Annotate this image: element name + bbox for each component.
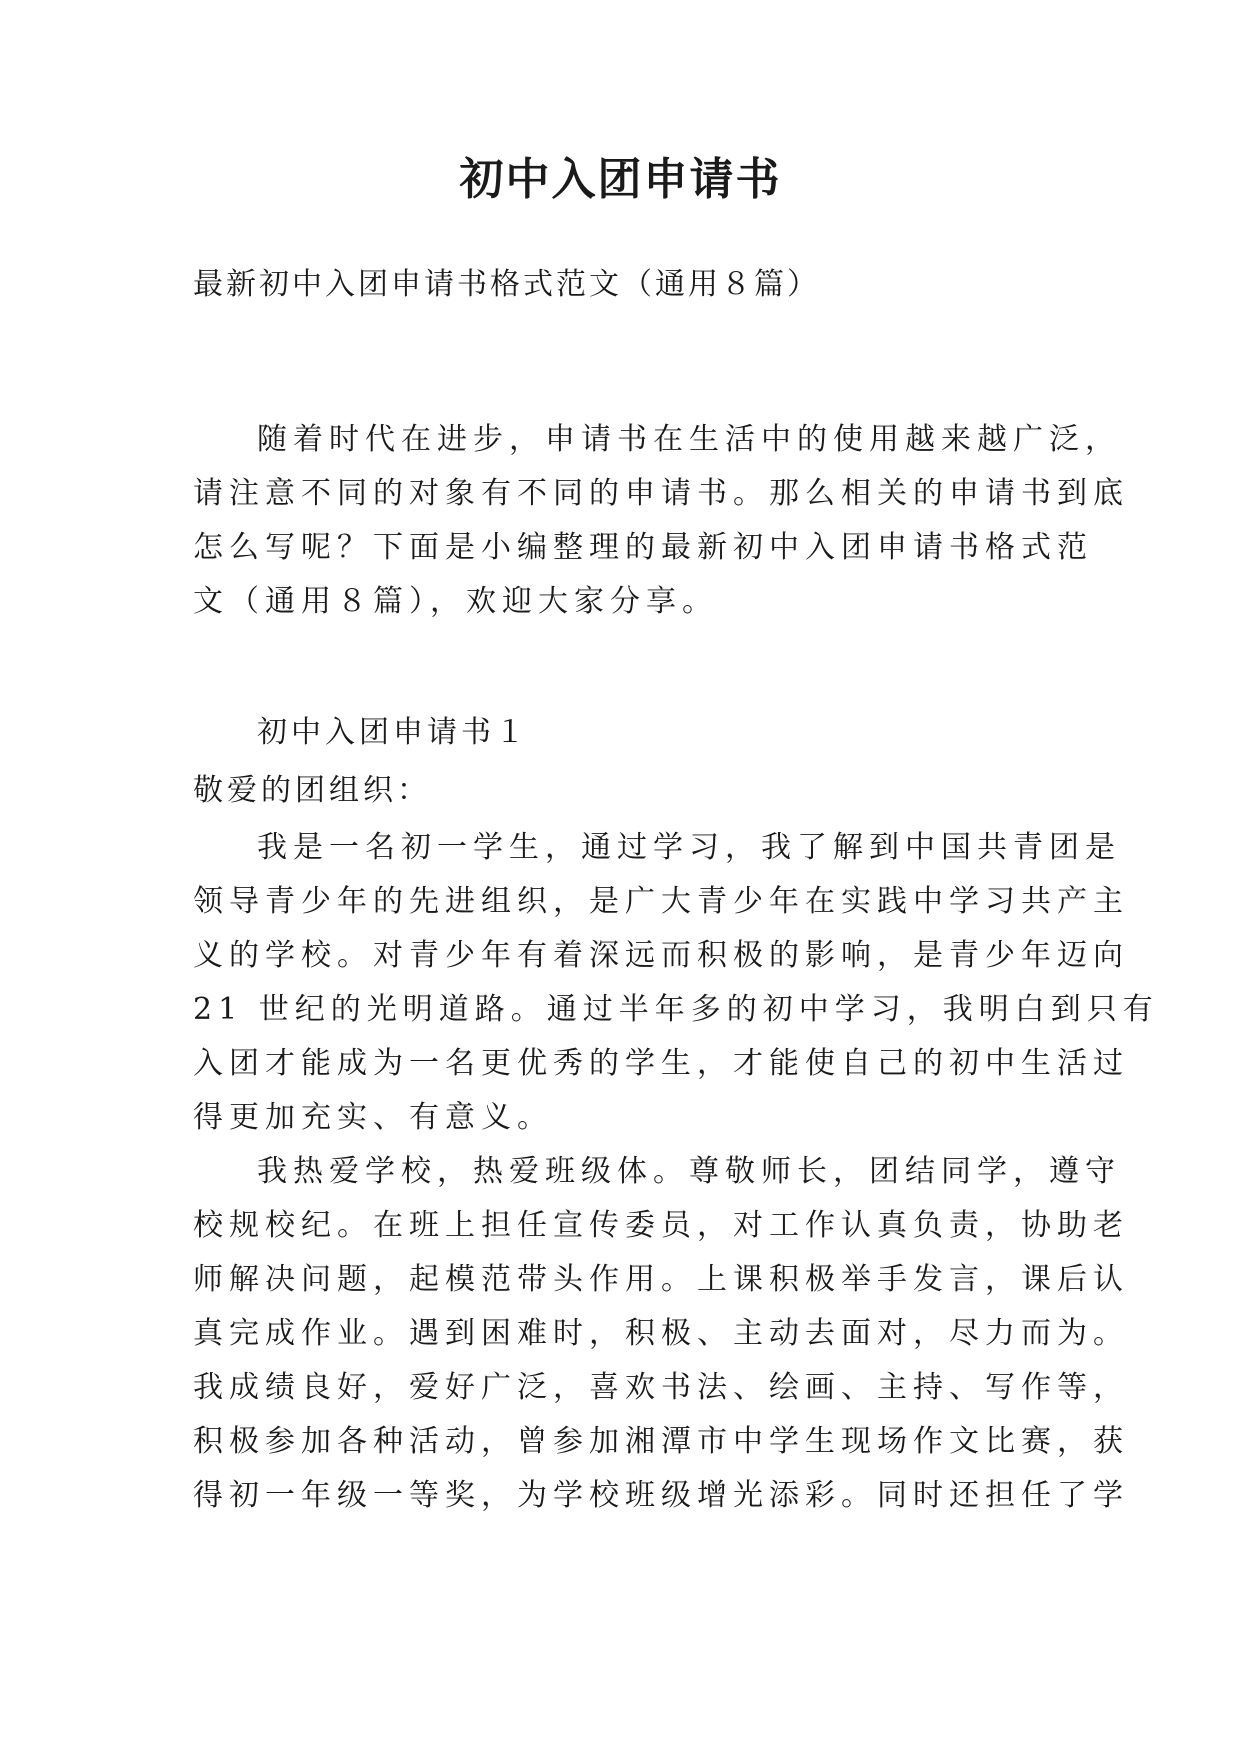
body-line: 21 世纪的光明道路。通过半年多的初中学习，我明白到只有 [193, 992, 1159, 1027]
body-line: 领导青少年的先进组织，是广大青少年在实践中学习共产主 [193, 884, 1129, 919]
body-line: 师解决问题，起模范带头作用。上课积极举手发言，课后认 [193, 1262, 1129, 1297]
body-line: 校规校纪。在班上担任宣传委员，对工作认真负责，协助老 [193, 1208, 1129, 1243]
body-line: 积极参加各种活动，曾参加湘潭市中学生现场作文比赛，获 [193, 1424, 1129, 1459]
section-heading-block [193, 704, 1073, 820]
intro-line: 请注意不同的对象有不同的申请书。那么相关的申请书到底 [193, 476, 1129, 511]
document-subtitle: 最新初中入团申请书格式范文（通用８篇） [193, 267, 820, 302]
body-line: 入团才能成为一名更优秀的学生，才能使自己的初中生活过 [193, 1046, 1129, 1081]
intro-line: 文（通用８篇），欢迎大家分享。 [193, 584, 718, 619]
intro-paragraph [193, 413, 1129, 629]
intro-line: 怎么写呢？下面是小编整理的最新初中入团申请书格式范 [193, 530, 1093, 565]
body-line: 我是一名初一学生，通过学习，我了解到中国共青团是 [257, 830, 1121, 865]
section-heading: 初中入团申请书１ [257, 715, 529, 750]
body-line: 得更加充实、有意义。 [193, 1100, 553, 1135]
letter-body [193, 821, 1159, 1523]
body-line: 义的学校。对青少年有着深远而积极的影响，是青少年迈向 [193, 938, 1129, 973]
body-line: 得初一年级一等奖，为学校班级增光添彩。同时还担任了学 [193, 1478, 1129, 1513]
salutation: 敬爱的团组织： [193, 773, 431, 808]
body-line: 我热爱学校，热爱班级体。尊敬师长，团结同学，遵守 [257, 1154, 1121, 1189]
intro-line: 随着时代在进步，申请书在生活中的使用越来越广泛， [257, 422, 1121, 457]
document-title: 初中入团申请书 [459, 154, 782, 205]
body-line: 真完成作业。遇到困难时，积极、主动去面对，尽力而为。 [193, 1316, 1129, 1351]
body-line: 我成绩良好，爱好广泛，喜欢书法、绘画、主持、写作等， [193, 1370, 1129, 1405]
